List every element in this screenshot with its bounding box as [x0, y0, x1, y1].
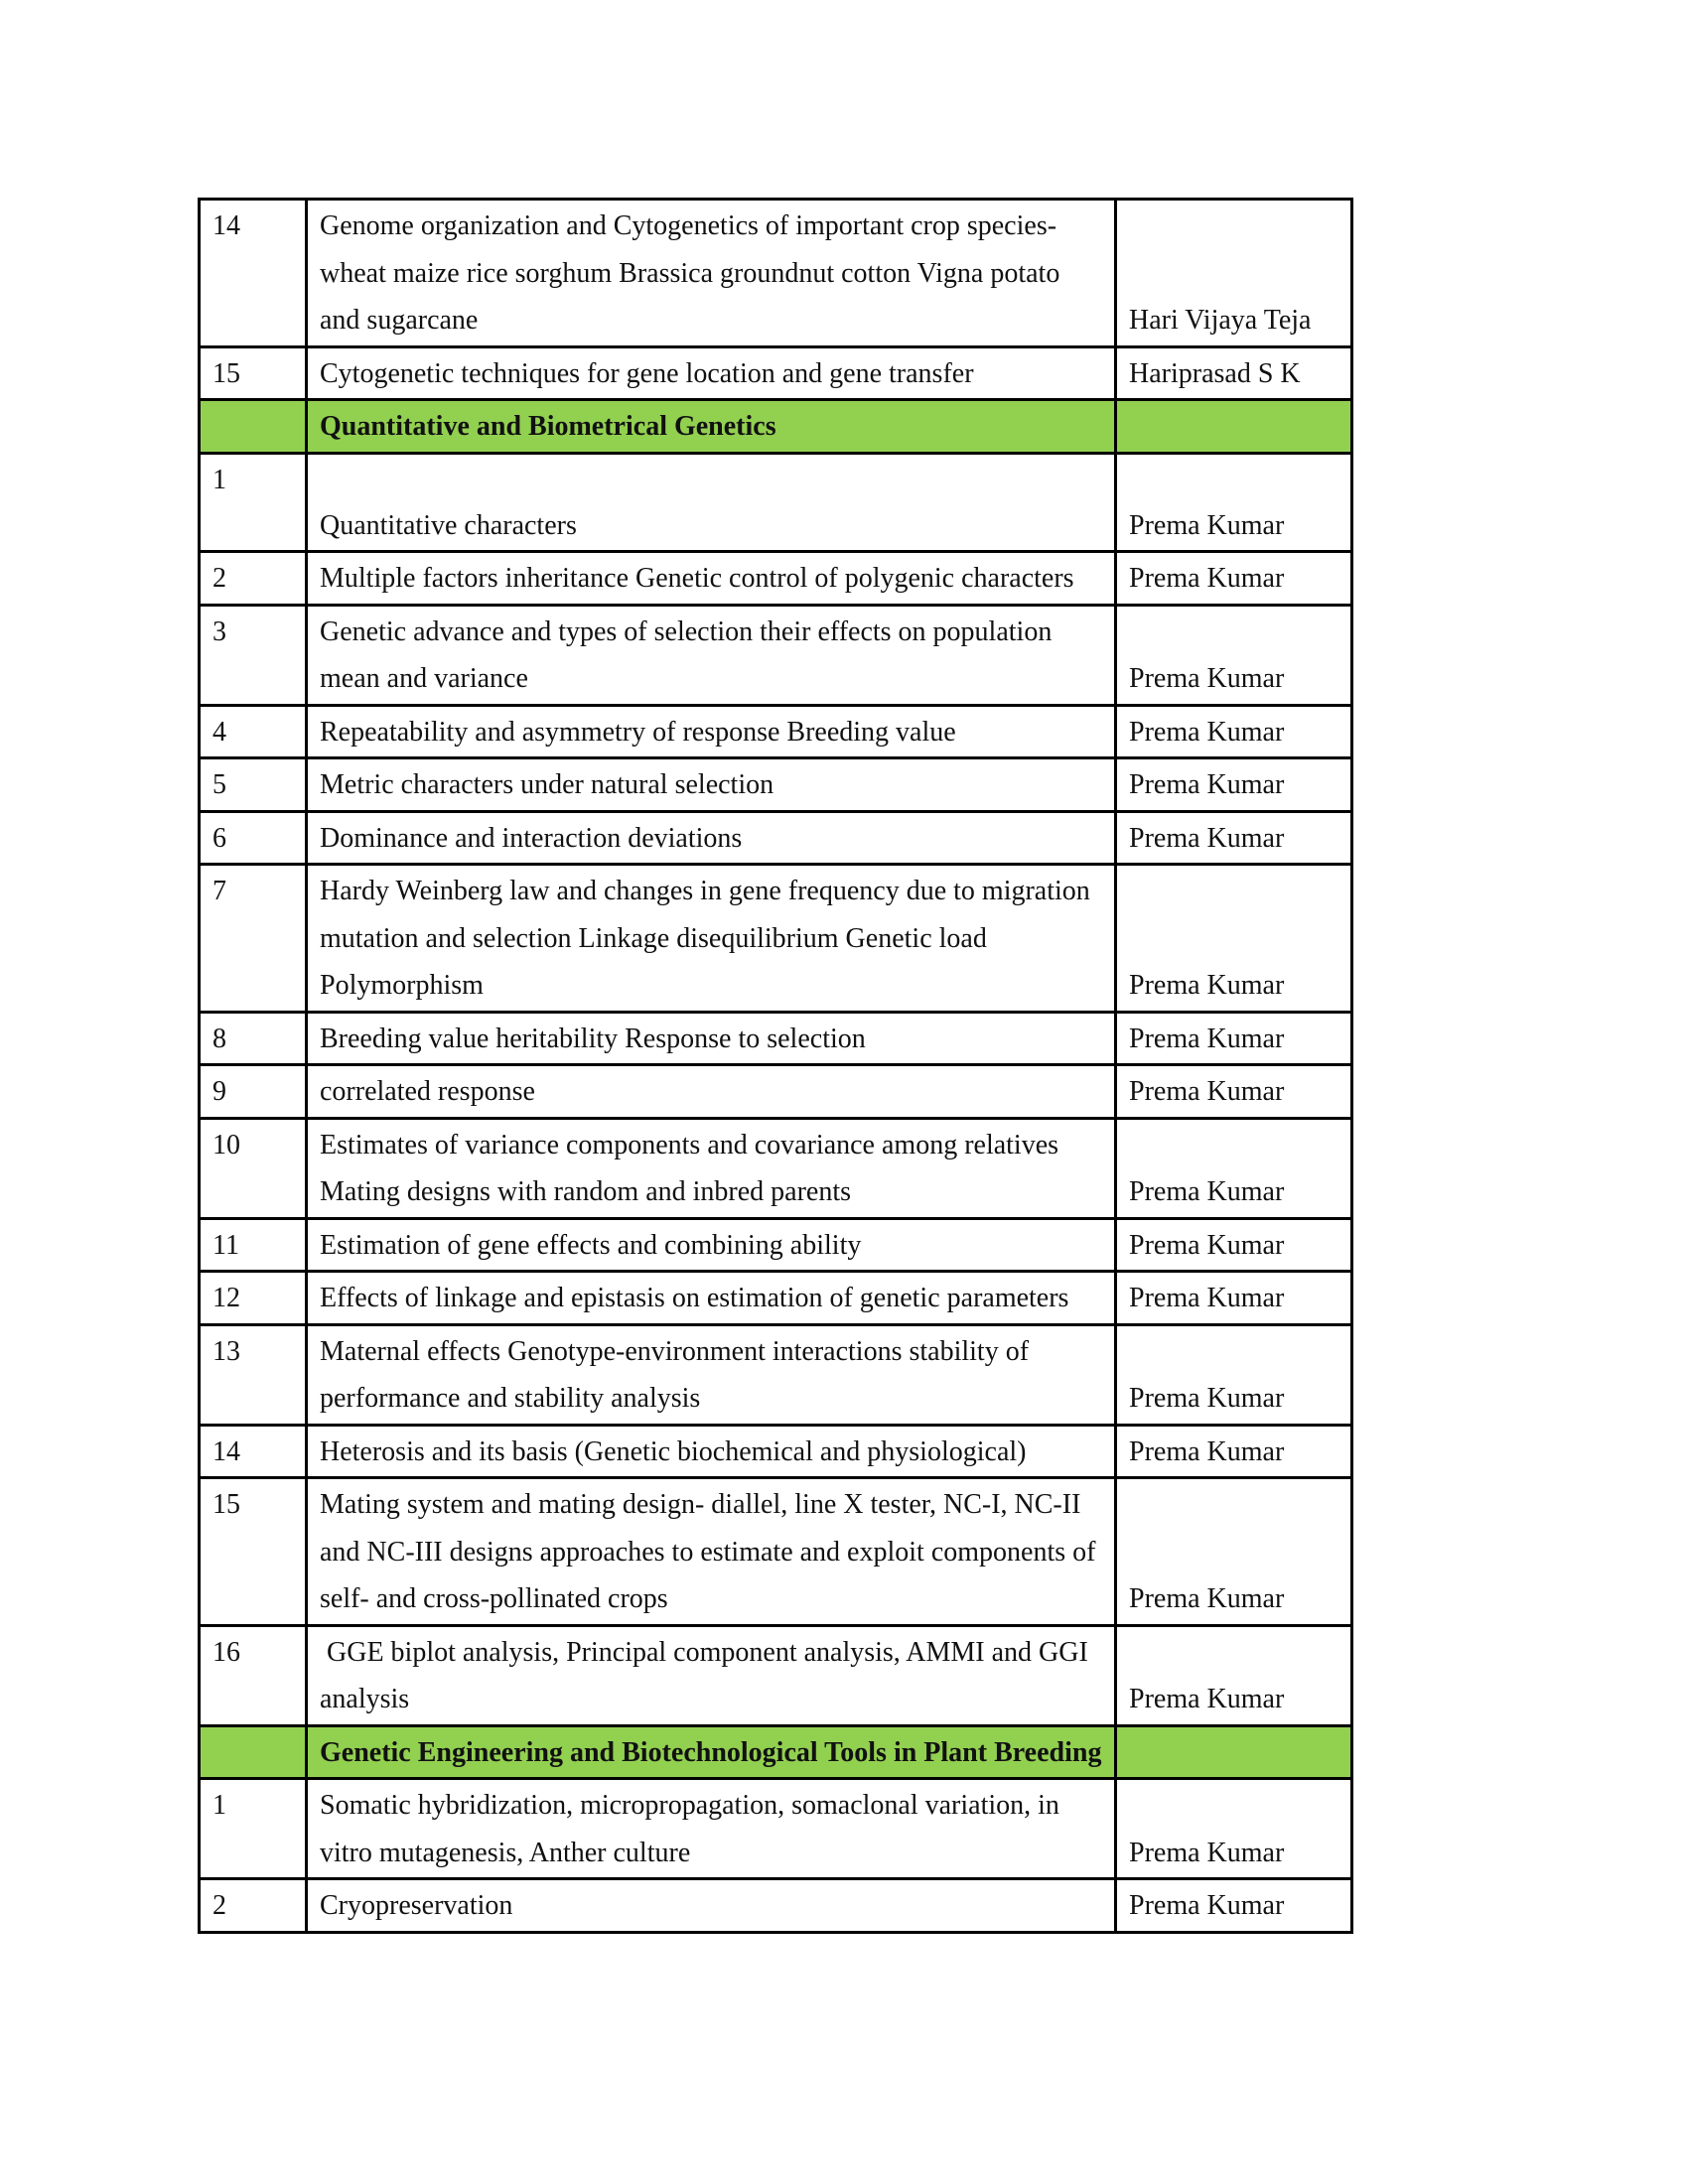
section-title: Quantitative and Biometrical Genetics — [307, 400, 1116, 454]
section-title: Genetic Engineering and Biotechnological Tools in Plant Breeding — [307, 1725, 1116, 1779]
row-number: 7 — [200, 865, 307, 1013]
section-teacher-cell — [1116, 400, 1352, 454]
table-row — [200, 811, 1352, 865]
row-number: 3 — [200, 605, 307, 705]
section-header-row — [200, 400, 1352, 454]
row-number: 9 — [200, 1065, 307, 1119]
row-number: 8 — [200, 1012, 307, 1065]
course-table-body — [200, 200, 1352, 1933]
teacher-cell: Prema Kumar — [1116, 605, 1352, 705]
table-row — [200, 1879, 1352, 1933]
table-row — [200, 552, 1352, 606]
row-number: 1 — [200, 453, 307, 552]
teacher-cell: Prema Kumar — [1116, 1879, 1352, 1933]
row-number: 15 — [200, 346, 307, 400]
teacher-cell: Prema Kumar — [1116, 705, 1352, 758]
teacher-cell: Prema Kumar — [1116, 1272, 1352, 1325]
topic-cell: Breeding value heritability Response to selection — [307, 1012, 1116, 1065]
course-table — [198, 198, 1353, 1934]
table-row — [200, 1272, 1352, 1325]
topic-cell: Multiple factors inheritance Genetic control of polygenic characters — [307, 552, 1116, 606]
row-number: 2 — [200, 1879, 307, 1933]
teacher-cell: Prema Kumar — [1116, 1012, 1352, 1065]
section-number-cell — [200, 400, 307, 454]
row-number: 11 — [200, 1218, 307, 1272]
table-row — [200, 1218, 1352, 1272]
row-number: 1 — [200, 1779, 307, 1879]
topic-cell: Mating system and mating design- diallel, line X tester, NC-I, NC-II and NC-III designs approaches to estimate and exploit components of self- and cross-pollinated crops — [307, 1478, 1116, 1626]
topic-cell: Quantitative characters — [307, 453, 1116, 552]
table-row — [200, 1324, 1352, 1425]
row-number: 16 — [200, 1625, 307, 1725]
table-row — [200, 453, 1352, 552]
table-row — [200, 1425, 1352, 1478]
row-number: 4 — [200, 705, 307, 758]
row-number: 6 — [200, 811, 307, 865]
table-row — [200, 200, 1352, 347]
row-number: 12 — [200, 1272, 307, 1325]
teacher-cell: Prema Kumar — [1116, 552, 1352, 606]
topic-cell: Estimation of gene effects and combining ability — [307, 1218, 1116, 1272]
section-number-cell — [200, 1725, 307, 1779]
topic-cell: Dominance and interaction deviations — [307, 811, 1116, 865]
teacher-cell: Hari Vijaya Teja — [1116, 200, 1352, 347]
table-row — [200, 1065, 1352, 1119]
teacher-cell: Prema Kumar — [1116, 758, 1352, 812]
teacher-cell: Prema Kumar — [1116, 1324, 1352, 1425]
row-number: 15 — [200, 1478, 307, 1626]
teacher-cell: Prema Kumar — [1116, 1779, 1352, 1879]
topic-cell: Cytogenetic techniques for gene location and gene transfer — [307, 346, 1116, 400]
teacher-cell: Prema Kumar — [1116, 1425, 1352, 1478]
teacher-cell: Hariprasad S K — [1116, 346, 1352, 400]
topic-cell: Genome organization and Cytogenetics of important crop species- wheat maize rice sorghum Brassica groundnut cotton Vigna potato and sugarcane — [307, 200, 1116, 347]
topic-cell: Repeatability and asymmetry of response Breeding value — [307, 705, 1116, 758]
table-row — [200, 705, 1352, 758]
topic-cell: correlated response — [307, 1065, 1116, 1119]
row-number: 5 — [200, 758, 307, 812]
section-header-row — [200, 1725, 1352, 1779]
teacher-cell: Prema Kumar — [1116, 1118, 1352, 1218]
row-number: 14 — [200, 1425, 307, 1478]
row-number: 2 — [200, 552, 307, 606]
teacher-cell: Prema Kumar — [1116, 1625, 1352, 1725]
table-row — [200, 1118, 1352, 1218]
row-number: 14 — [200, 200, 307, 347]
table-row — [200, 346, 1352, 400]
table-row — [200, 1625, 1352, 1725]
teacher-cell: Prema Kumar — [1116, 1065, 1352, 1119]
topic-cell: Estimates of variance components and covariance among relatives Mating designs with random and inbred parents — [307, 1118, 1116, 1218]
table-row — [200, 605, 1352, 705]
row-number: 10 — [200, 1118, 307, 1218]
topic-cell: Effects of linkage and epistasis on estimation of genetic parameters — [307, 1272, 1116, 1325]
teacher-cell: Prema Kumar — [1116, 1218, 1352, 1272]
table-row — [200, 1779, 1352, 1879]
teacher-cell: Prema Kumar — [1116, 1478, 1352, 1626]
teacher-cell: Prema Kumar — [1116, 453, 1352, 552]
table-row — [200, 1478, 1352, 1626]
topic-cell: Cryopreservation — [307, 1879, 1116, 1933]
topic-cell: GGE biplot analysis, Principal component analysis, AMMI and GGI analysis — [307, 1625, 1116, 1725]
teacher-cell: Prema Kumar — [1116, 865, 1352, 1013]
teacher-cell: Prema Kumar — [1116, 811, 1352, 865]
topic-cell: Genetic advance and types of selection their effects on population mean and variance — [307, 605, 1116, 705]
topic-cell: Somatic hybridization, micropropagation, somaclonal variation, in vitro mutagenesis, Anther culture — [307, 1779, 1116, 1879]
table-row — [200, 758, 1352, 812]
table-row — [200, 1012, 1352, 1065]
topic-cell: Hardy Weinberg law and changes in gene frequency due to migration mutation and selection Linkage disequilibrium Genetic load Polymorphism — [307, 865, 1116, 1013]
section-teacher-cell — [1116, 1725, 1352, 1779]
topic-cell: Metric characters under natural selection — [307, 758, 1116, 812]
topic-cell: Heterosis and its basis (Genetic biochemical and physiological) — [307, 1425, 1116, 1478]
topic-cell: Maternal effects Genotype-environment interactions stability of performance and stability analysis — [307, 1324, 1116, 1425]
row-number: 13 — [200, 1324, 307, 1425]
table-row — [200, 865, 1352, 1013]
